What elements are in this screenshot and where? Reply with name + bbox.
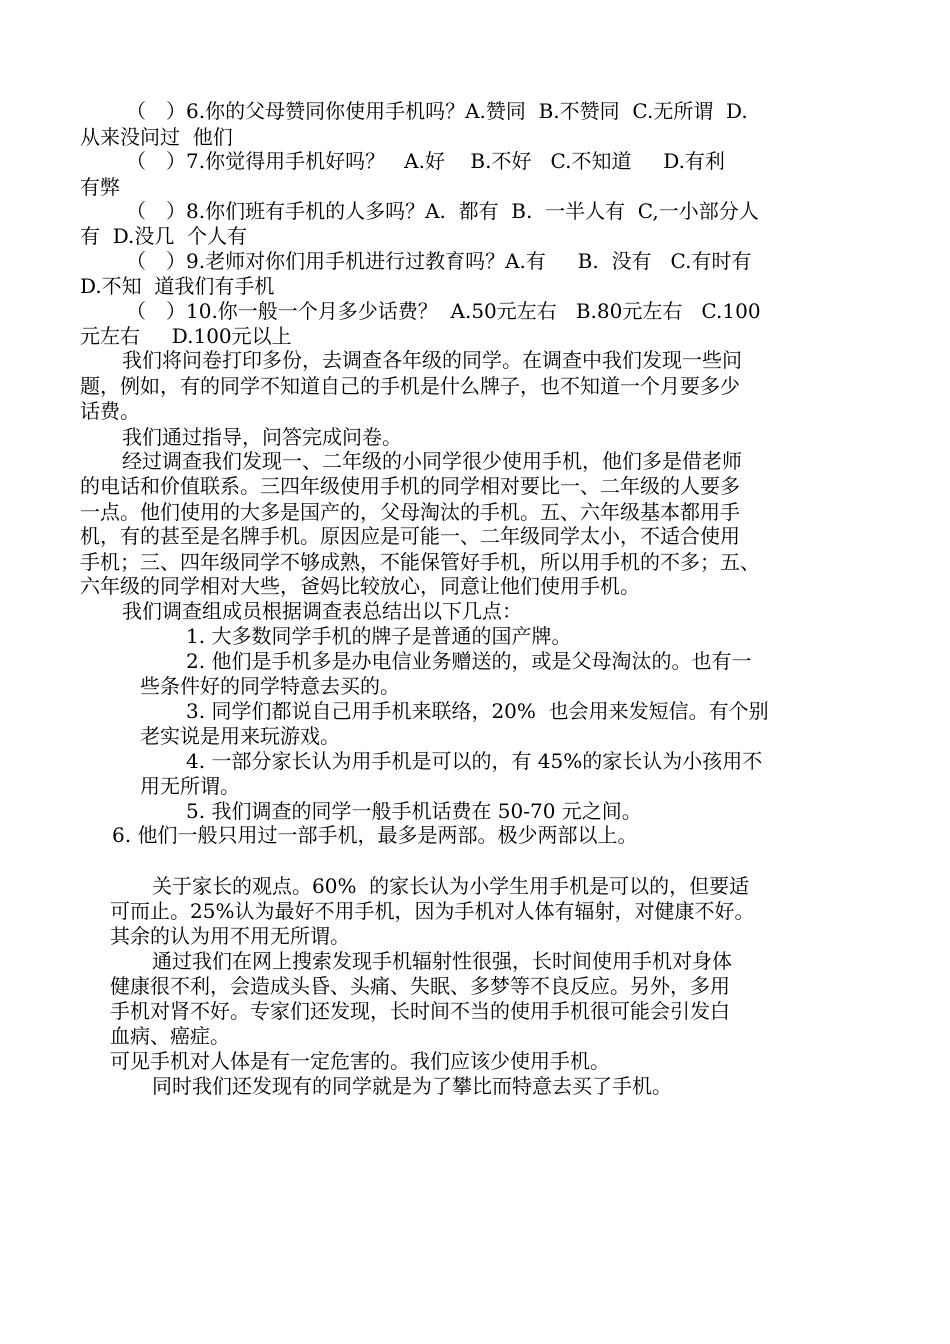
question-10-line-2: 元左右 D.100元以上: [80, 324, 292, 348]
question-7-line-2: 有弊: [80, 175, 120, 199]
paragraph-guidance: 我们通过指导，问答完成问卷。: [122, 425, 402, 449]
paragraph-radiation-line-4: 血病、癌症。: [110, 1024, 230, 1048]
paragraph-findings-line-1: 经过调查我们发现一、二年级的小同学很少使用手机，他们多是借老师: [122, 449, 742, 473]
summary-item-5: 5. 我们调查的同学一般手机话费在 50-70 元之间。: [186, 799, 642, 823]
paragraph-findings-line-4: 机，有的甚至是名牌手机。原因应是可能一、二年级同学太小，不适合使用: [80, 524, 740, 548]
question-7-line-1: （ ）7.你觉得用手机好吗？ A.好 B.不好 C.不知道 D.有利: [126, 149, 725, 173]
question-6-line-1: （ ）6.你的父母赞同你使用手机吗？A.赞同 B.不赞同 C.无所谓 D.: [126, 99, 748, 123]
question-9-line-2: D.不知 道我们有手机: [80, 274, 275, 298]
paragraph-findings-line-6: 六年级的同学相对大些，爸妈比较放心，同意让他们使用手机。: [80, 574, 640, 598]
paragraph-survey-line-3: 话费。: [80, 399, 140, 423]
summary-item-1: 1. 大多数同学手机的牌子是普通的国产牌。: [186, 624, 572, 648]
summary-item-3-line-2: 老实说是用来玩游戏。: [140, 724, 340, 748]
paragraph-radiation-line-3: 手机对肾不好。专家们还发现，长时间不当的使用手机很可能会引发白: [110, 999, 730, 1023]
paragraph-survey-line-1: 我们将问卷打印多份，去调查各年级的同学。在调查中我们发现一些问: [122, 348, 742, 372]
question-8-line-1: （ ）8.你们班有手机的人多吗？A. 都有 B. 一半人有 C,一小部分人: [126, 199, 759, 223]
question-9-line-1: （ ）9.老师对你们用手机进行过教育吗？A.有 B. 没有 C.有时有: [126, 249, 752, 273]
summary-item-6: 6. 他们一般只用过一部手机，最多是两部。极少两部以上。: [112, 823, 638, 847]
paragraph-findings-line-5: 手机；三、四年级同学不够成熟，不能保管好手机，所以用手机的不多；五、: [80, 550, 760, 574]
paragraph-findings-line-2: 的电话和价值联系。三四年级使用手机的同学相对要比一、二年级的人要多: [80, 474, 740, 498]
paragraph-parents-line-2: 可而止。25%认为最好不用手机，因为手机对人体有辐射，对健康不好。: [110, 899, 755, 923]
summary-intro: 我们调查组成员根据调查表总结出以下几点：: [122, 599, 522, 623]
paragraph-findings-line-3: 一点。他们使用的大多是国产的，父母淘汰的手机。五、六年级基本都用手: [80, 500, 740, 524]
paragraph-radiation-line-1: 通过我们在网上搜索发现手机辐射性很强，长时间使用手机对身体: [152, 949, 732, 973]
question-6-line-2: 从来没问过 他们: [80, 125, 233, 149]
paragraph-comparison: 同时我们还发现有的同学就是为了攀比而特意去买了手机。: [152, 1074, 672, 1098]
question-10-line-1: （ ）10.你一般一个月多少话费？ A.50元左右 B.80元左右 C.100: [126, 299, 761, 323]
summary-item-2-line-2: 些条件好的同学特意去买的。: [140, 674, 400, 698]
paragraph-radiation-line-2: 健康很不利，会造成头昏、头痛、失眠、多梦等不良反应。另外，多用: [110, 974, 730, 998]
paragraph-conclusion: 可见手机对人体是有一定危害的。我们应该少使用手机。: [110, 1049, 610, 1073]
summary-item-4-line-1: 4. 一部分家长认为用手机是可以的，有 45%的家长认为小孩用不: [186, 749, 763, 773]
summary-item-3-line-1: 3. 同学们都说自己用手机来联络，20% 也会用来发短信。有个别: [186, 699, 769, 723]
summary-item-2-line-1: 2. 他们是手机多是办电信业务赠送的，或是父母淘汰的。也有一: [186, 649, 752, 673]
question-8-line-2: 有 D.没几 个人有: [80, 224, 248, 248]
paragraph-survey-line-2: 题，例如，有的同学不知道自己的手机是什么牌子，也不知道一个月要多少: [80, 374, 740, 398]
paragraph-parents-line-1: 关于家长的观点。60% 的家长认为小学生用手机是可以的，但要适: [152, 874, 750, 898]
summary-item-4-line-2: 用无所谓。: [140, 774, 240, 798]
paragraph-parents-line-3: 其余的认为用不用无所谓。: [110, 924, 350, 948]
